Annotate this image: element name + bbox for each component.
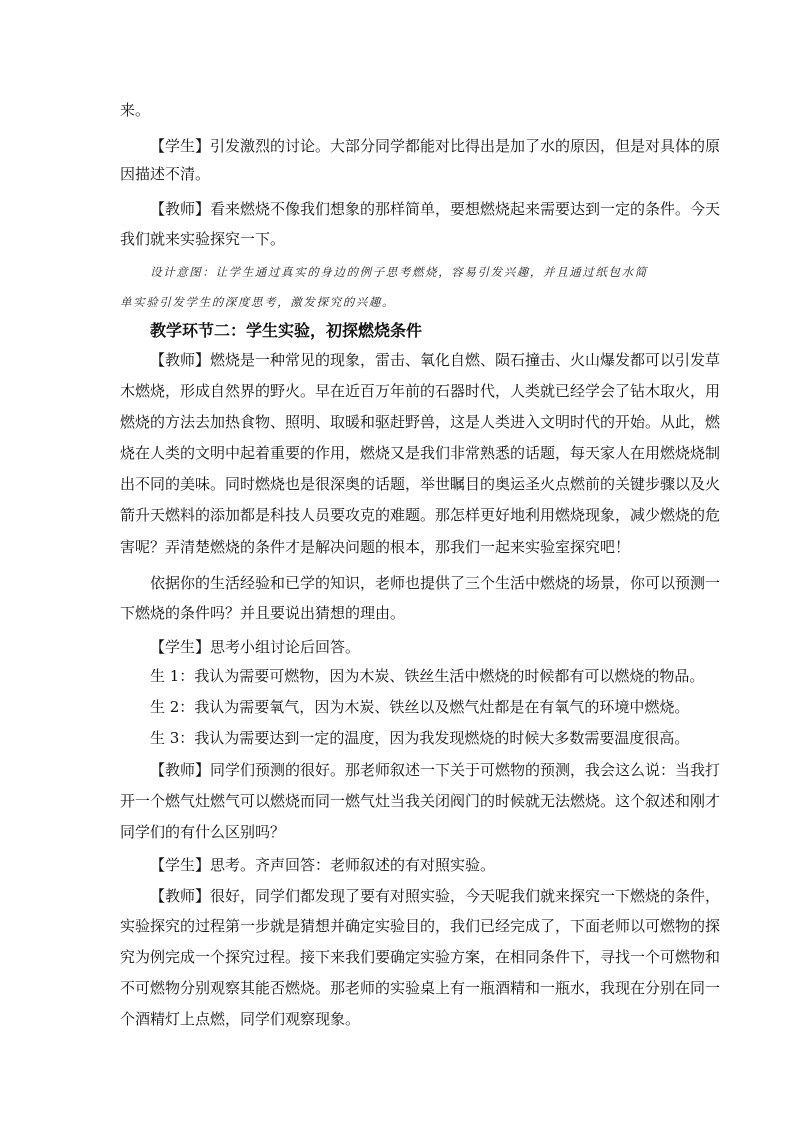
paragraph-line: 【学生】思考。齐声回答：老师叙述的有对照实验。 [150,856,496,874]
paragraph-line: 依据你的生活经验和已学的知识，老师也提供了三个生活中燃烧的场景，你可以预测一 [150,574,721,592]
paragraph-line: 我们就来实验探究一下。 [120,230,286,248]
paragraph-line: 【教师】很好，同学们都发现了要有对照实验，今天呢我们就来探究一下燃烧的条件， [150,887,721,905]
paragraph-line: 究为例完成一个探究过程。接下来我们要确定实验方案，在相同条件下，寻找一个可燃物和 [120,948,721,966]
paragraph-line: 生 2：我认为需要氧气，因为木炭、铁丝以及燃气灶都是在有氧气的环境中燃烧。 [150,698,690,716]
paragraph-line: 害呢？弄清楚燃烧的条件才是解决问题的根本，那我们一起来实验室探究吧！ [120,538,631,556]
paragraph-line: 不可燃物分别观察其能否燃烧。那老师的实验桌上有一瓶酒精和一瓶水，我现在分别在同一 [120,979,721,997]
section-heading: 教学环节二：学生实验，初探燃烧条件 [150,321,423,340]
paragraph-line: 燃烧的方法去加热食物、照明、取暖和驱赶野兽，这是人类进入文明时代的开始。从此，燃 [120,413,721,431]
paragraph-line: 【教师】燃烧是一种常见的现象，雷击、氧化自燃、陨石撞击、火山爆发都可以引发草 [150,351,721,369]
paragraph-line: 实验探究的过程第一步就是猜想并确定实验目的，我们已经完成了，下面老师以可燃物的探 [120,917,721,935]
paragraph-line: 来。 [120,101,151,119]
paragraph-line: 生 1：我认为需要可燃物，因为木炭、铁丝生活中燃烧的时候都有可以燃烧的物品。 [150,667,705,685]
design-intent-note: 设计意图：让学生通过真实的身边的例子思考燃烧，容易引发兴趣，并且通过纸包水简 [150,265,648,279]
paragraph-line: 【教师】同学们预测的很好。那老师叙述一下关于可燃物的预测，我会这么说：当我打 [150,761,721,779]
paragraph-line: 下燃烧的条件吗？并且要说出猜想的理由。 [120,604,406,622]
paragraph-line: 木燃烧，形成自然界的野火。早在近百万年前的石器时代，人类就已经学会了钻木取火，用 [120,382,721,400]
paragraph-line: 箭升天燃料的添加都是科技人员要攻克的难题。那怎样更好地利用燃烧现象，减少燃烧的危 [120,506,721,524]
paragraph-line: 【教师】看来燃烧不像我们想象的那样简单，要想燃烧起来需要达到一定的条件。今天 [150,200,721,218]
paragraph-line: 因描述不清。 [120,165,211,183]
paragraph-line: 生 3：我认为需要达到一定的温度，因为我发现燃烧的时候大多数需要温度很高。 [150,729,690,747]
paragraph-line: 同学们的有什么区别吗？ [120,823,286,841]
design-intent-note: 单实验引发学生的深度思考，激发探究的兴趣。 [120,295,396,309]
paragraph-line: 【学生】引发激烈的讨论。大部分同学都能对比得出是加了水的原因，但是对具体的原 [150,137,721,155]
paragraph-line: 个酒精灯上点燃，同学们观察现象。 [120,1010,361,1028]
paragraph-line: 烧在人类的文明中起着重要的作用，燃烧又是我们非常熟悉的话题，每天家人在用燃烧烧制 [120,444,721,462]
paragraph-line: 【学生】思考小组讨论后回答。 [150,638,361,656]
paragraph-line: 开一个燃气灶燃气可以燃烧而同一燃气灶当我关闭阀门的时候就无法燃烧。这个叙述和刚才 [120,792,721,810]
paragraph-line: 出不同的美味。同时燃烧也是很深奥的话题，举世瞩目的奥运圣火点燃前的关键步骤以及火 [120,475,721,493]
